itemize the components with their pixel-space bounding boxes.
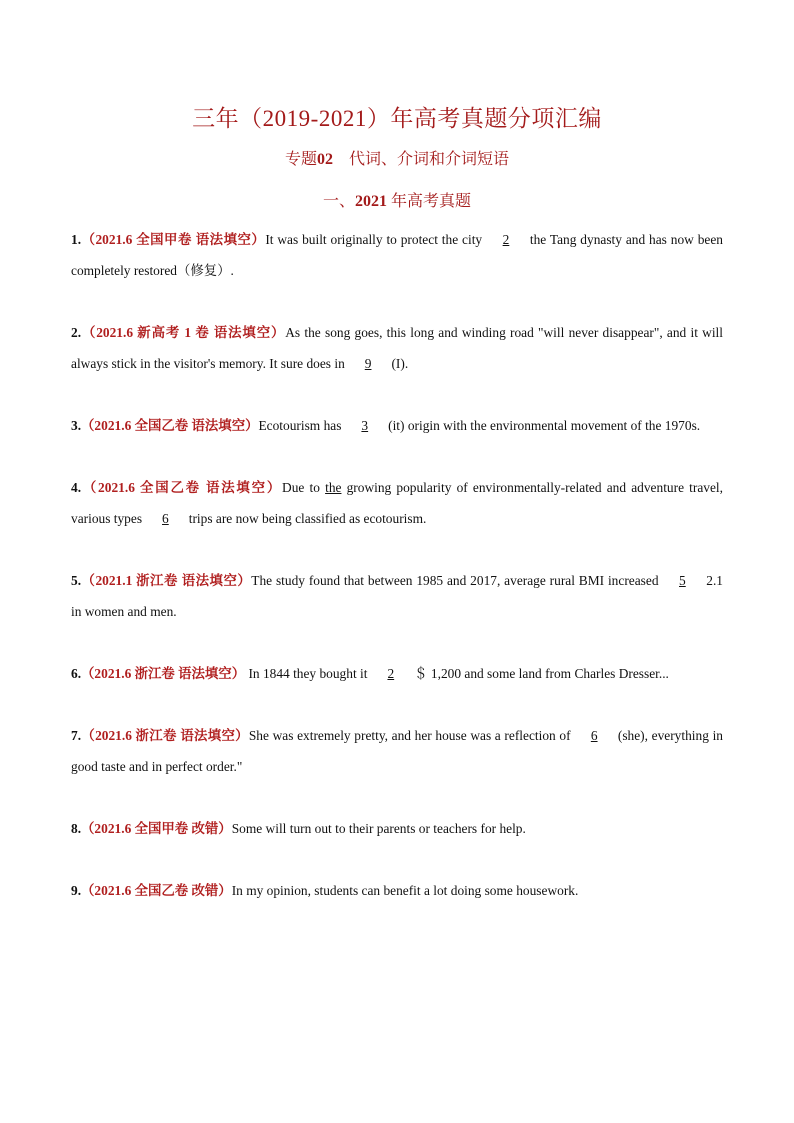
answer-blank: 2 [387, 666, 395, 681]
question-text-tail: (I). [388, 356, 409, 371]
section-text: 年高考真题 [391, 193, 472, 210]
question-number: 2. [71, 325, 82, 340]
question-text: In my opinion, students can benefit a lot doing some housework. [231, 883, 579, 898]
question-source: （2021.6 全国乙卷 改错） [81, 883, 232, 898]
question-number: 6. [71, 666, 82, 681]
question-source: （2021.6 浙江卷 语法填空） [81, 728, 249, 743]
question-text: She was extremely pretty, and her house was a reflection of [248, 728, 575, 743]
question-text: It was built originally to protect the city [265, 232, 486, 247]
question-number: 8. [71, 821, 82, 836]
answer-blank: 2 [502, 232, 510, 247]
section-heading [0, 188, 794, 211]
answer-blank: 3 [361, 418, 369, 433]
question-item [71, 813, 723, 844]
question-text: Ecotourism has [258, 418, 345, 433]
question-item [71, 410, 723, 441]
question-source: （2021.6 全国乙卷 语法填空） [81, 480, 283, 495]
question-number: 3. [71, 418, 82, 433]
question-number: 9. [71, 883, 82, 898]
topic-subtitle [0, 146, 794, 169]
question-item [71, 224, 723, 286]
question-text-tail: (it) origin with the environmental movement of the 1970s. [384, 418, 701, 433]
section-prefix: 一、 [322, 193, 355, 210]
question-source: （2021.6 全国甲卷 改错） [81, 821, 232, 836]
question-text-tail: trips are now being classified as ecotourism. [185, 511, 427, 526]
question-text-tail: the Tang dynasty and has now been completely restored（修复）. [71, 232, 723, 278]
subtitle-number: 02 [317, 151, 333, 168]
question-number: 1. [71, 232, 82, 247]
answer-blank: 6 [162, 511, 169, 526]
question-text-mid: growing popularity of environmentally-related and adventure travel, various types [71, 480, 723, 526]
question-number: 7. [71, 728, 82, 743]
question-text: As the song goes, this long and winding road "will never disappear", and it will always stick in the visitor's memory. It sure does in [71, 325, 723, 371]
question-text: Some will turn out to their parents or teachers for help. [231, 821, 526, 836]
question-item [71, 658, 723, 689]
question-source: （2021.1 浙江卷 语法填空） [81, 573, 252, 588]
question-list [71, 224, 723, 937]
underlined-word: the [325, 480, 342, 495]
subtitle-text: 代词、介词和介词短语 [349, 151, 510, 168]
question-number: 4. [71, 480, 82, 495]
subtitle-prefix: 专题 [284, 151, 317, 168]
question-source: （2021.6 全国乙卷 语法填空） [81, 418, 259, 433]
question-source: （2021.6 新高考 1 卷 语法填空） [81, 325, 286, 340]
question-source: （2021.6 全国甲卷 语法填空） [81, 232, 266, 247]
question-text: Due to [282, 480, 326, 495]
question-text-tail: 2.1 in women and men. [71, 573, 723, 619]
question-text: The study found that between 1985 and 2017, average rural BMI increased [251, 573, 663, 588]
section-year: 2021 [355, 193, 387, 210]
question-text-tail: ＄ 1,200 and some land from Charles Dresser... [410, 666, 669, 681]
question-text-tail: (she), everything in good taste and in perfect order." [71, 728, 723, 774]
answer-blank: 6 [590, 728, 598, 743]
question-item [71, 565, 723, 627]
question-item [71, 317, 723, 379]
question-item [71, 720, 723, 782]
question-item [71, 875, 723, 906]
question-source: （2021.6 浙江卷 语法填空） [81, 666, 246, 681]
answer-blank: 9 [364, 356, 372, 371]
question-number: 5. [71, 573, 82, 588]
question-item [71, 472, 723, 534]
question-text: In 1844 they bought it [245, 666, 371, 681]
page-title: 三年（2019-2021）年高考真题分项汇编 [192, 106, 602, 131]
answer-blank: 5 [679, 573, 686, 588]
